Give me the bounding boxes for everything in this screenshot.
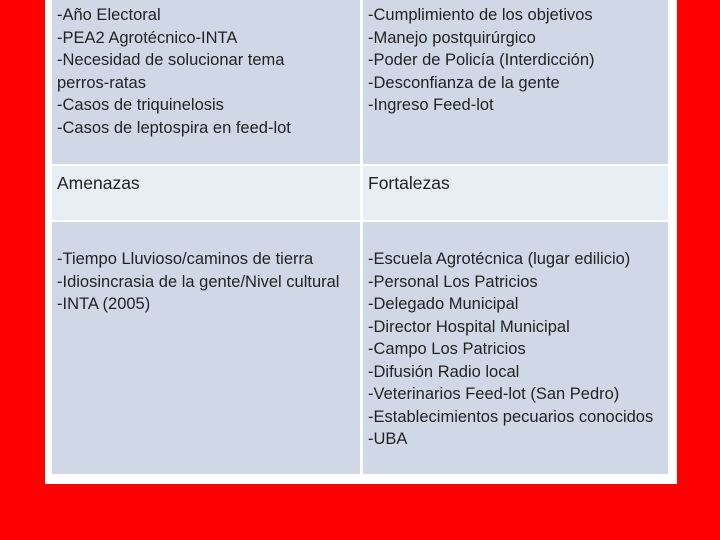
swot-table	[52, 0, 668, 474]
list-item: -UBA	[368, 430, 408, 448]
cell-top-right	[363, 0, 668, 164]
header-fortalezas: Fortalezas	[363, 166, 668, 220]
list-item: -INTA (2005)	[57, 295, 151, 313]
list-item: -Necesidad de solucionar tema	[57, 51, 285, 69]
list-item: -Ingreso Feed-lot	[368, 96, 494, 114]
list-item: -PEA2 Agrotécnico-INTA	[57, 28, 238, 47]
list-item: -Poder de Policía (Interdicción)	[368, 51, 595, 69]
cell-bottom-right	[363, 222, 668, 474]
cell-top-left	[52, 0, 360, 164]
list-item: -Director Hospital Municipal	[368, 317, 570, 336]
list-item: -Escuela Agrotécnica (lugar edilicio)	[368, 250, 631, 268]
list-item: -Idiosincrasia de la gente/Nivel cultural	[57, 272, 340, 291]
list-item: -Difusión Radio local	[368, 362, 520, 381]
list-item: -Tiempo Lluvioso/caminos de tierra	[57, 250, 314, 268]
list-item: -Campo Los Patricios	[368, 340, 526, 358]
list-item: -Cumplimiento de los objetivos	[368, 6, 593, 24]
list-item: -Casos de triquinelosis	[57, 96, 224, 114]
list-item: -Establecimientos pecuarios conocidos	[368, 407, 654, 426]
list-item: -Desconfianza de la gente	[368, 73, 560, 92]
list-item: -Delegado Municipal	[368, 295, 519, 313]
list-item: -Año Electoral	[57, 6, 161, 24]
cell-bottom-left	[52, 222, 360, 474]
header-amenazas: Amenazas	[52, 166, 360, 220]
list-item: -Veterinarios Feed-lot (San Pedro)	[368, 385, 620, 403]
list-item: -Personal Los Patricios	[368, 272, 538, 291]
list-item: perros-ratas	[57, 73, 146, 92]
list-item: -Manejo postquirúrgico	[368, 28, 536, 47]
list-item: -Casos de leptospira en feed-lot	[57, 118, 291, 137]
